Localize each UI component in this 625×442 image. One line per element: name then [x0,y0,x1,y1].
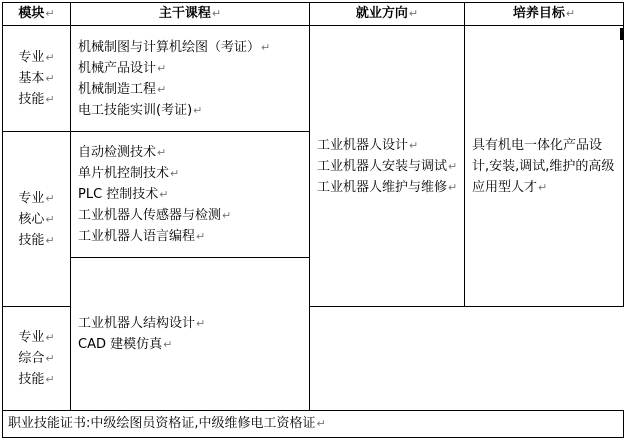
course-item: 自动检测技术↵ [78,145,167,160]
course-item: 机械制造工程↵ [78,81,167,97]
header-goal: 培养目标↵ [465,3,624,26]
module-line: 技能↵ [18,372,55,387]
module-line: 基本↵ [18,71,55,86]
career-cell [310,26,465,307]
module-line: 核心↵ [18,211,55,227]
certificate-footer: 职业技能证书:中级绘图员资格证,中级维修电工资格证↵ [3,411,624,438]
course-item: CAD 建模仿真↵ [78,337,173,352]
course-item: 机械产品设计↵ [78,60,167,76]
course-item: 单片机控制技术↵ [78,166,180,181]
module-basic [3,26,71,132]
course-item: 工业机器人结构设计↵ [78,316,206,331]
module-line: 技能↵ [18,92,55,107]
module-line: 技能↵ [18,232,55,248]
module-line: 综合↵ [18,351,55,366]
career-item: 工业机器人安装与调试↵ [317,158,458,174]
course-item: 工业机器人语言编程↵ [78,229,206,244]
module-row-basic [3,26,624,132]
goal-cell: 具有机电一体化产品设计,安装,调试,维护的高级应用型人才↵ [465,26,624,307]
header-module: 模块↵ [3,3,71,26]
courses-comprehensive [71,258,310,411]
module-line: 专业↵ [18,330,55,345]
courses-core [71,132,310,258]
career-item: 工业机器人设计↵ [317,137,419,153]
header-courses: 主干课程↵ [71,3,310,26]
module-core [3,132,71,307]
header-row [3,3,624,26]
module-core-inner [3,132,70,306]
course-item: 工业机器人传感器与检测↵ [78,208,232,223]
table-edge-marker [620,28,623,40]
module-line: 专业↵ [18,50,55,65]
header-career: 就业方向↵ [310,3,465,26]
module-line: 专业↵ [18,190,55,206]
course-item: PLC 控制技术↵ [78,187,169,202]
module-comprehensive [3,307,71,411]
curriculum-table [2,2,624,438]
career-item: 工业机器人维护与维修↵ [317,179,458,195]
course-item: 电工技能实训(考证)↵ [78,102,203,118]
course-item: 机械制图与计算机绘图（考证）↵ [78,39,271,55]
courses-basic [71,26,310,132]
footer-row [3,411,624,438]
